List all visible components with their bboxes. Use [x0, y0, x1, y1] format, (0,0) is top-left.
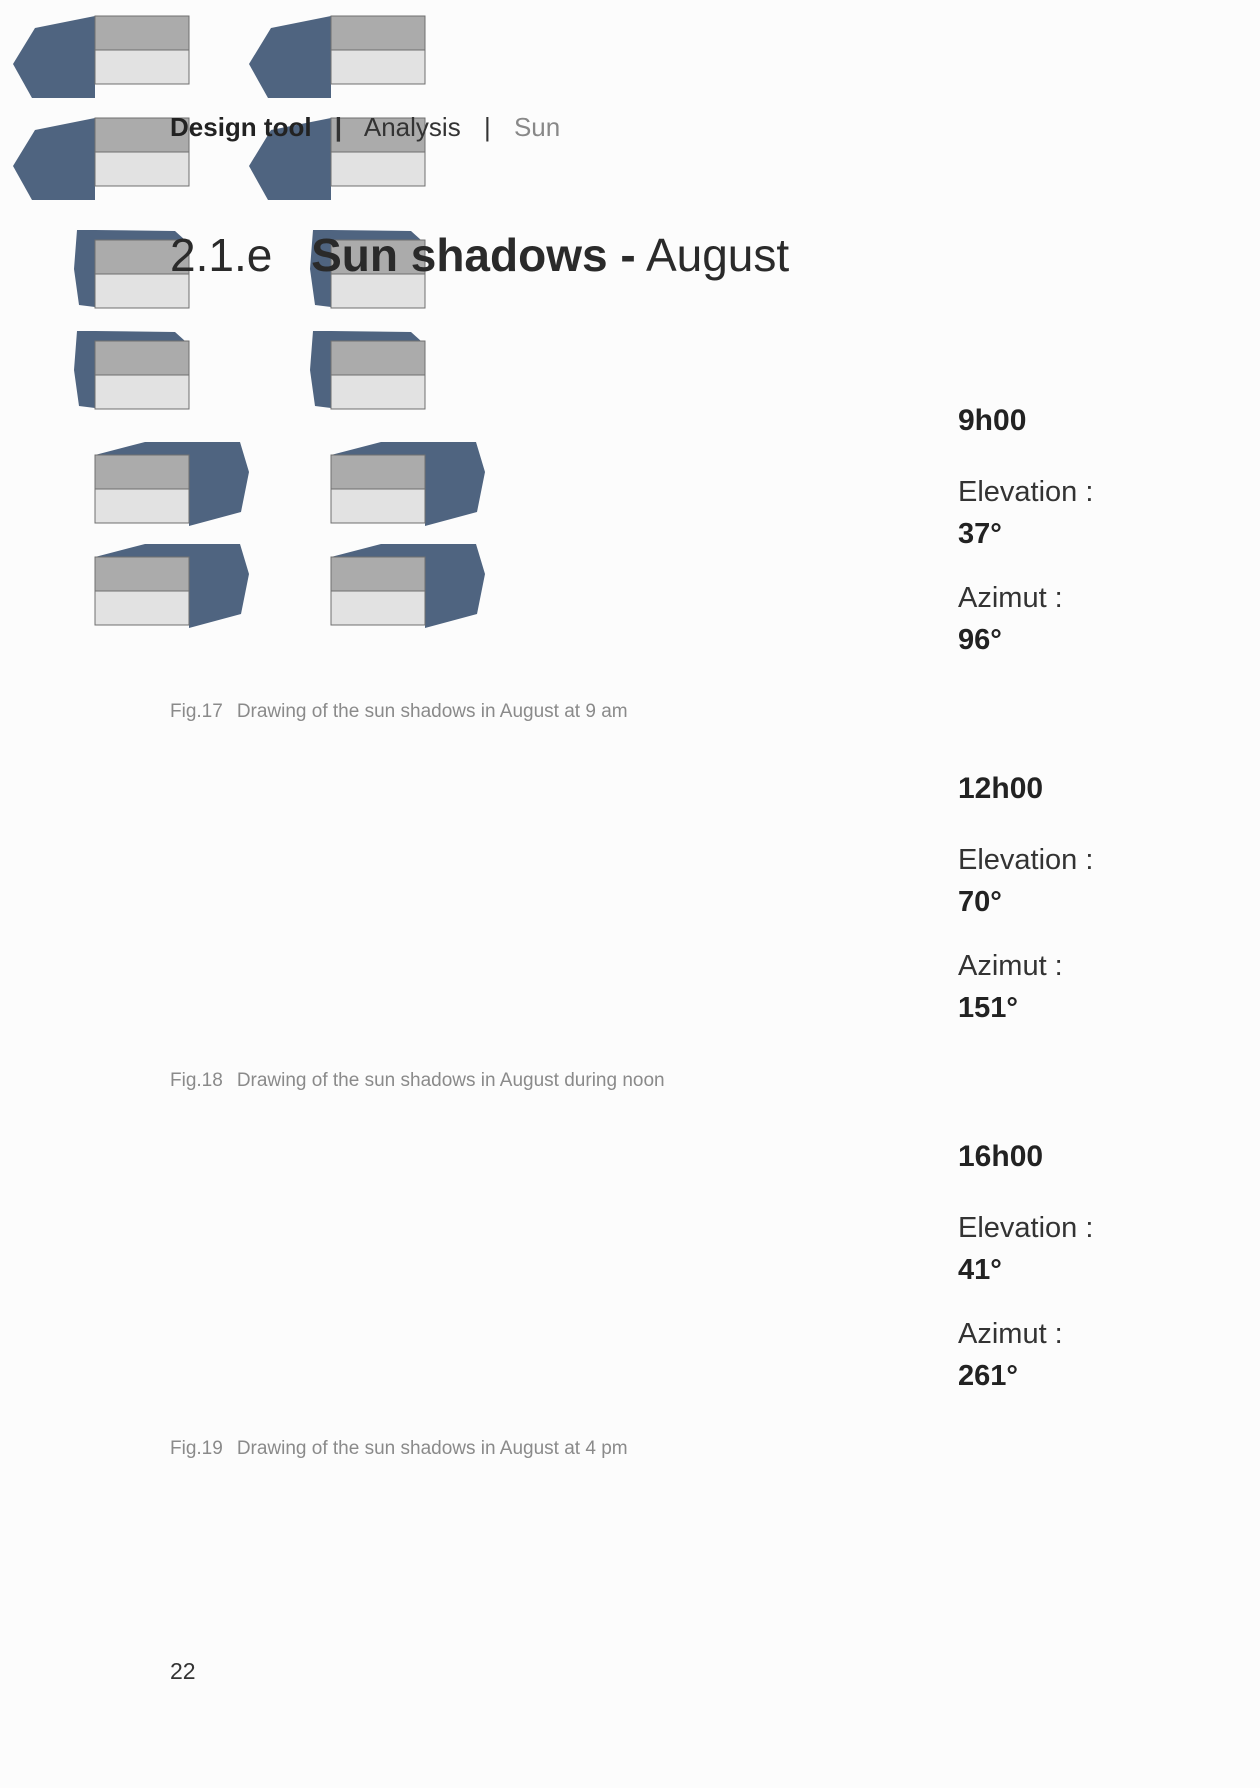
- title-month: August: [645, 229, 790, 281]
- azimuth-value: 96°: [958, 624, 1002, 656]
- elevation-value: 41°: [958, 1254, 1002, 1286]
- elevation-label: Elevation :: [958, 844, 1094, 876]
- time-label: 12h00: [958, 772, 1044, 805]
- title-main: Sun shadows -: [311, 229, 636, 281]
- roof-dark: [95, 557, 189, 591]
- azimuth-value: 261°: [958, 1360, 1018, 1392]
- azimuth-label: Azimut :: [958, 582, 1063, 614]
- figure-number: Fig.17: [170, 701, 223, 722]
- caption-text: Drawing of the sun shadows in August during noon: [236, 1070, 665, 1091]
- figure-number: Fig.19: [170, 1438, 223, 1459]
- sun-info-16h00: [958, 1140, 1218, 1392]
- figure-number: Fig.18: [170, 1070, 223, 1091]
- breadcrumb-page: Sun: [513, 112, 561, 142]
- roof-light: [95, 152, 189, 186]
- breadcrumb-section: Design tool: [170, 112, 312, 142]
- azimuth-label: Azimut :: [958, 1318, 1063, 1350]
- roof-dark: [331, 455, 425, 489]
- sun-info-9h00: [958, 404, 1218, 656]
- caption-text: Drawing of the sun shadows in August at 4 pm: [236, 1438, 628, 1459]
- breadcrumb-subsection: Analysis: [363, 112, 461, 142]
- roof-dark: [95, 341, 189, 375]
- azimuth-label: Azimut :: [958, 950, 1063, 982]
- roof-dark: [331, 341, 425, 375]
- roof-light: [95, 591, 189, 625]
- caption-text: Drawing of the sun shadows in August at 9 am: [236, 701, 628, 722]
- roof-light: [95, 375, 189, 409]
- roof-light: [95, 50, 189, 84]
- figure-caption: [170, 1438, 628, 1460]
- breadcrumb-separator: |: [483, 112, 491, 142]
- building-shadow-group: [95, 442, 485, 628]
- page-title: [170, 228, 789, 282]
- shadow-drawing-4pm: [0, 430, 500, 640]
- elevation-label: Elevation :: [958, 1212, 1094, 1244]
- elevation-value: 37°: [958, 518, 1002, 550]
- roof-light: [331, 50, 425, 84]
- roof-dark: [95, 16, 189, 50]
- roof-light: [95, 489, 189, 523]
- roof-dark: [331, 16, 425, 50]
- time-label: 16h00: [958, 1140, 1044, 1173]
- breadcrumb: [170, 112, 560, 143]
- roof-light: [331, 591, 425, 625]
- roof-light: [331, 489, 425, 523]
- time-label: 9h00: [958, 404, 1027, 437]
- figure-caption: [170, 1070, 665, 1092]
- page-number: 22: [170, 1658, 196, 1684]
- shadow-drawing-9am: [0, 0, 440, 210]
- shadow-shape: [13, 118, 95, 200]
- roof-light: [331, 152, 425, 186]
- breadcrumb-separator: |: [334, 112, 343, 142]
- roof-dark: [331, 557, 425, 591]
- roof-dark: [95, 455, 189, 489]
- sun-info-12h00: [958, 772, 1218, 1024]
- figure-caption: [170, 701, 628, 723]
- building-shadow-group: [13, 16, 425, 200]
- azimuth-value: 151°: [958, 992, 1018, 1024]
- shadow-shape: [13, 16, 95, 98]
- elevation-label: Elevation :: [958, 476, 1094, 508]
- section-number: 2.1.e: [170, 229, 273, 281]
- shadow-shape: [249, 16, 331, 98]
- roof-light: [331, 375, 425, 409]
- elevation-value: 70°: [958, 886, 1002, 918]
